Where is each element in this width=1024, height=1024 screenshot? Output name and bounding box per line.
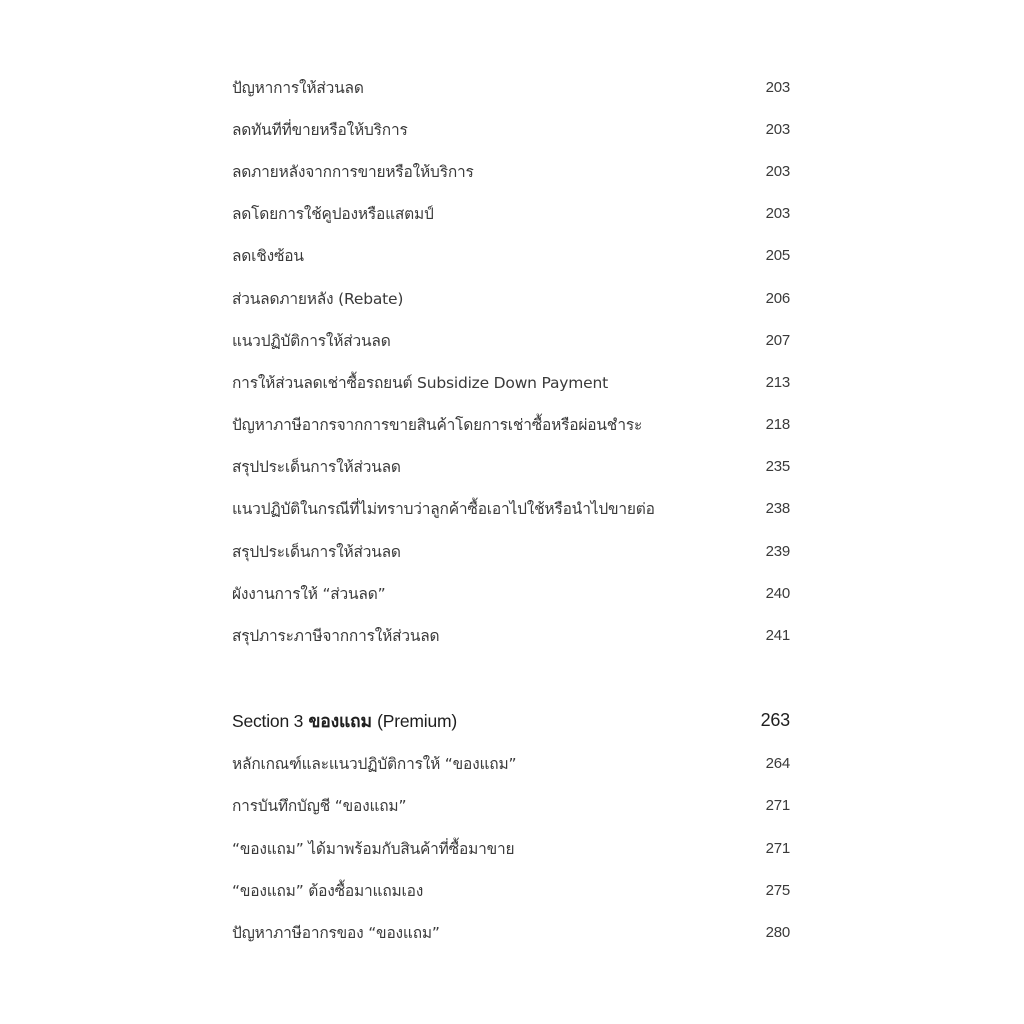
toc-entry-title: ลดโดยการใช้คูปองหรือแสตมป์ — [232, 205, 434, 224]
toc-entry-page: 275 — [765, 881, 790, 899]
toc-entry — [232, 235, 790, 277]
toc-entry-page: 207 — [765, 331, 790, 349]
toc-entry-page: 264 — [765, 755, 790, 773]
toc-entry-page: 280 — [765, 923, 790, 941]
toc-entry — [232, 869, 790, 911]
section-title-thai: ของแถม — [308, 711, 372, 732]
toc-entry-title: ส่วนลดภายหลัง (Rebate) — [232, 289, 404, 308]
toc-entry-title: แนวปฏิบัติการให้ส่วนลด — [232, 331, 391, 350]
toc-entry-title: ปัญหาการให้ส่วนลด — [232, 78, 364, 97]
toc-entry — [232, 743, 790, 785]
section-spacer — [232, 657, 790, 699]
toc-entry-title: สรุปประเด็นการให้ส่วนลด — [232, 458, 401, 477]
toc-entry-title: การให้ส่วนลดเช่าซื้อรถยนต์ Subsidize Down Payment — [232, 373, 608, 392]
toc-entry — [232, 827, 790, 869]
toc-entry — [232, 530, 790, 572]
toc-entry-title: การบันทึกบัญชี “ของแถม” — [232, 797, 407, 816]
toc-entry — [232, 785, 790, 827]
toc-entry-page: 203 — [765, 120, 790, 138]
toc-entry-title: แนวปฏิบัติในกรณีที่ไม่ทราบว่าลูกค้าซื้อเอาไปใช้หรือนำไปขายต่อ — [232, 500, 655, 519]
toc-entry — [232, 193, 790, 235]
toc-entry-page: 241 — [765, 627, 790, 645]
toc-entry-page: 203 — [765, 205, 790, 223]
toc-entry-title: ลดภายหลังจากการขายหรือให้บริการ — [232, 162, 474, 181]
toc-entry — [232, 150, 790, 192]
toc-entry-page: 238 — [765, 500, 790, 518]
toc-entry — [232, 361, 790, 403]
toc-entry-title: สรุปภาระภาษีจากการให้ส่วนลด — [232, 627, 440, 646]
toc-entry — [232, 319, 790, 361]
toc-entry-page: 239 — [765, 542, 790, 560]
toc-entry-title: ปัญหาภาษีอากรจากการขายสินค้าโดยการเช่าซื้อหรือผ่อนชำระ — [232, 416, 643, 435]
toc-entry — [232, 614, 790, 656]
toc-entry-page: 240 — [765, 584, 790, 602]
table-of-contents — [232, 66, 790, 954]
toc-entry — [232, 488, 790, 530]
toc-entry-page: 213 — [765, 373, 790, 391]
toc-section-heading — [232, 699, 790, 743]
toc-entry-title: ปัญหาภาษีอากรของ “ของแถม” — [232, 923, 440, 942]
toc-entry-title: “ของแถม” ได้มาพร้อมกับสินค้าที่ซื้อมาขาย — [232, 839, 515, 858]
section-number: Section 3 — [232, 710, 304, 731]
toc-entry-page: 271 — [765, 797, 790, 815]
section-title — [232, 707, 457, 735]
toc-entry-title: สรุปประเด็นการให้ส่วนลด — [232, 542, 401, 561]
toc-entry — [232, 572, 790, 614]
toc-entry-title: ลดเชิงซ้อน — [232, 247, 304, 266]
toc-entry-page: 235 — [765, 458, 790, 476]
toc-entry — [232, 108, 790, 150]
toc-entry-page: 205 — [765, 247, 790, 265]
toc-entry-title: หลักเกณฑ์และแนวปฏิบัติการให้ “ของแถม” — [232, 755, 517, 774]
toc-entry — [232, 446, 790, 488]
toc-entry — [232, 404, 790, 446]
toc-entry-title: ผังงานการให้ “ส่วนลด” — [232, 584, 386, 603]
toc-entry-page: 218 — [765, 416, 790, 434]
toc-entry — [232, 911, 790, 953]
section-page: 263 — [760, 710, 790, 731]
toc-entry-title: ลดทันทีที่ขายหรือให้บริการ — [232, 120, 408, 139]
toc-entry — [232, 66, 790, 108]
toc-entry-title: “ของแถม” ต้องซื้อมาแถมเอง — [232, 881, 424, 900]
toc-entry-page: 206 — [765, 289, 790, 307]
toc-entry-page: 271 — [765, 839, 790, 857]
toc-entry-page: 203 — [765, 78, 790, 96]
section-title-english: (Premium) — [377, 710, 458, 731]
toc-entry — [232, 277, 790, 319]
toc-entry-page: 203 — [765, 162, 790, 180]
